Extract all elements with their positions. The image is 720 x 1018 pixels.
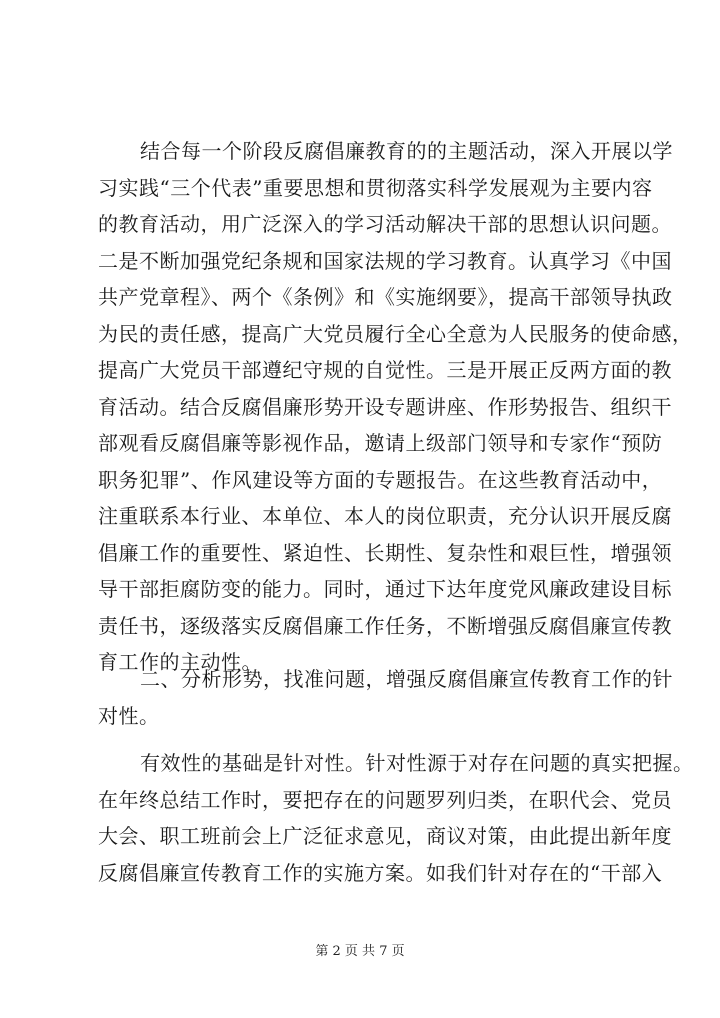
section-heading-paragraph xyxy=(98,661,673,734)
text-line: 习实践“三个代表”重要思想和贯彻落实科学发展观为主要内容 xyxy=(98,175,653,200)
text-line: 反腐倡廉宣传教育工作的实施方案。如我们针对存在的“干部入 xyxy=(98,860,663,885)
text-line: 结合每一个阶段反腐倡廉教育的的主题活动，深入开展以学 xyxy=(140,139,673,163)
page-number-footer: 第 2 页 共 7 页 xyxy=(315,944,405,959)
text-line: 二是不断加强党纪条规和国家法规的学习教育。认真学习《中国 xyxy=(98,248,672,273)
text-line: 提高广大党员干部遵纪守规的自觉性。三是开展正反两方面的教 xyxy=(98,358,672,382)
paragraph-education-activities xyxy=(98,133,693,681)
text-line: 育工作的主动性。 xyxy=(98,650,262,674)
text-line: 注重联系本行业、本单位、本人的岗位职责，充分认识开展反腐 xyxy=(98,504,672,528)
text-line: 对性。 xyxy=(98,703,160,728)
text-line: 的教育活动，用广泛深入的学习活动解决干部的思想认识问题。 xyxy=(98,212,672,236)
text-line: 在年终总结工作时，要把存在的问题罗列归类，在职代会、党员 xyxy=(98,787,672,812)
text-line: 为民的责任感，提高广大党员履行全心全意为人民服务的使命感， xyxy=(98,321,693,346)
text-line: 二、分析形势，找准问题，增强反腐倡廉宣传教育工作的针 xyxy=(140,667,673,691)
text-line: 倡廉工作的重要性、紧迫性、长期性、复杂性和艰巨性，增强领 xyxy=(98,540,672,565)
text-line: 共产党章程》、两个《条例》和《实施纲要》，提高干部领导执政 xyxy=(98,285,673,309)
text-line: 部观看反腐倡廉等影视作品，邀请上级部门领导和专家作“预防 xyxy=(98,431,663,455)
paragraph-effectiveness xyxy=(98,745,694,891)
text-line: 职务犯罪”、作风建设等方面的专题报告。在这些教育活动中， xyxy=(98,467,663,492)
text-line: 育活动。结合反腐倡廉形势开设专题讲座、作形势报告、组织干 xyxy=(98,394,672,419)
text-line: 大会、职工班前会上广泛征求意见，商议对策，由此提出新年度 xyxy=(98,824,672,848)
text-line: 责任书，逐级落实反腐倡廉工作任务，不断增强反腐倡廉宣传教 xyxy=(98,613,672,638)
text-line: 有效性的基础是针对性。针对性源于对存在问题的真实把握。 xyxy=(140,751,694,775)
text-line: 导干部拒腐防变的能力。同时，通过下达年度党风廉政建设目标 xyxy=(98,577,672,601)
